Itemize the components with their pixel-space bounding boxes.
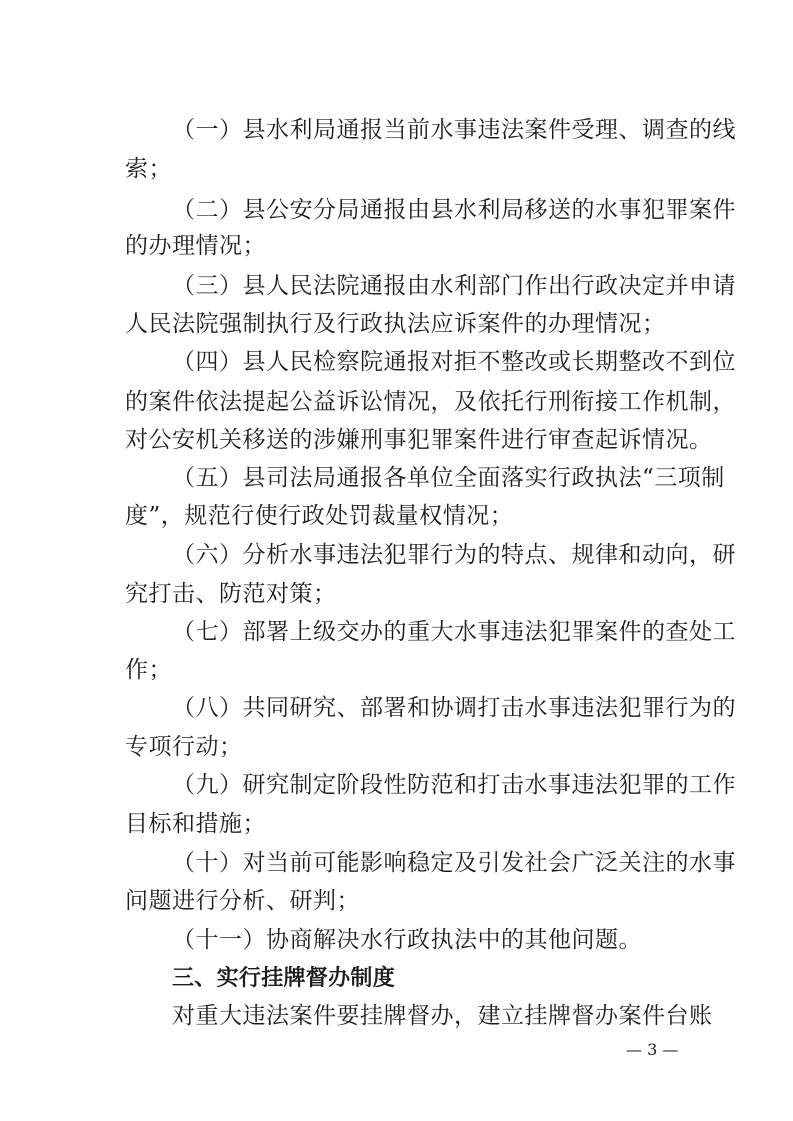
item-9-line-1: （九）研究制定阶段性防范和打击水事违法犯罪的工作 xyxy=(172,772,736,798)
item-5-line-2: 度”，规范行使行政处罚裁量权情况； xyxy=(125,503,514,529)
item-6-line-1: （六）分析水事违法犯罪行为的特点、规律和动向，研 xyxy=(172,542,736,568)
item-5-line-1: （五）县司法局通报各单位全面落实行政执法“三项制 xyxy=(172,465,725,491)
item-11-line-1: （十一）协商解决水行政执法中的其他问题。 xyxy=(172,927,642,953)
item-10-line-2: 问题进行分析、研判； xyxy=(125,888,360,914)
item-2-line-2: 的办理情况； xyxy=(125,233,266,259)
item-4-line-2: 的案件依法提起公益诉讼情况，及依托行刑衔接工作机制， xyxy=(125,389,736,415)
item-4-line-3: 对公安机关移送的涉嫌刑事犯罪案件进行审查起诉情况。 xyxy=(125,427,713,453)
section-body-line-1: 对重大违法案件要挂牌督办，建立挂牌督办案件台账 xyxy=(172,1003,713,1029)
item-6-line-2: 究打击、防范对策； xyxy=(125,581,337,607)
item-7-line-1: （七）部署上级交办的重大水事违法犯罪案件的查处工 xyxy=(172,619,736,645)
item-8-line-2: 专项行动； xyxy=(125,734,243,760)
item-8-line-1: （八）共同研究、部署和协调打击水事违法犯罪行为的 xyxy=(172,695,736,721)
item-2-line-1: （二）县公安分局通报由县水利局移送的水事犯罪案件 xyxy=(172,197,736,223)
item-4-line-1: （四）县人民检察院通报对拒不整改或长期整改不到位 xyxy=(172,349,736,375)
item-1-line-2: 索； xyxy=(125,156,172,182)
item-3-line-1: （三）县人民法院通报由水利部门作出行政决定并申请 xyxy=(172,273,736,299)
page-number: — 3 — xyxy=(626,1040,679,1059)
item-10-line-1: （十）对当前可能影响稳定及引发社会广泛关注的水事 xyxy=(172,850,736,876)
item-7-line-2: 作； xyxy=(125,657,172,683)
item-3-line-2: 人民法院强制执行及行政执法应诉案件的办理情况； xyxy=(125,311,666,337)
item-1-line-1: （一）县水利局通报当前水事违法案件受理、调查的线 xyxy=(172,117,736,143)
item-9-line-2: 目标和措施； xyxy=(125,811,266,837)
section-heading: 三、实行挂牌督办制度 xyxy=(172,966,396,991)
